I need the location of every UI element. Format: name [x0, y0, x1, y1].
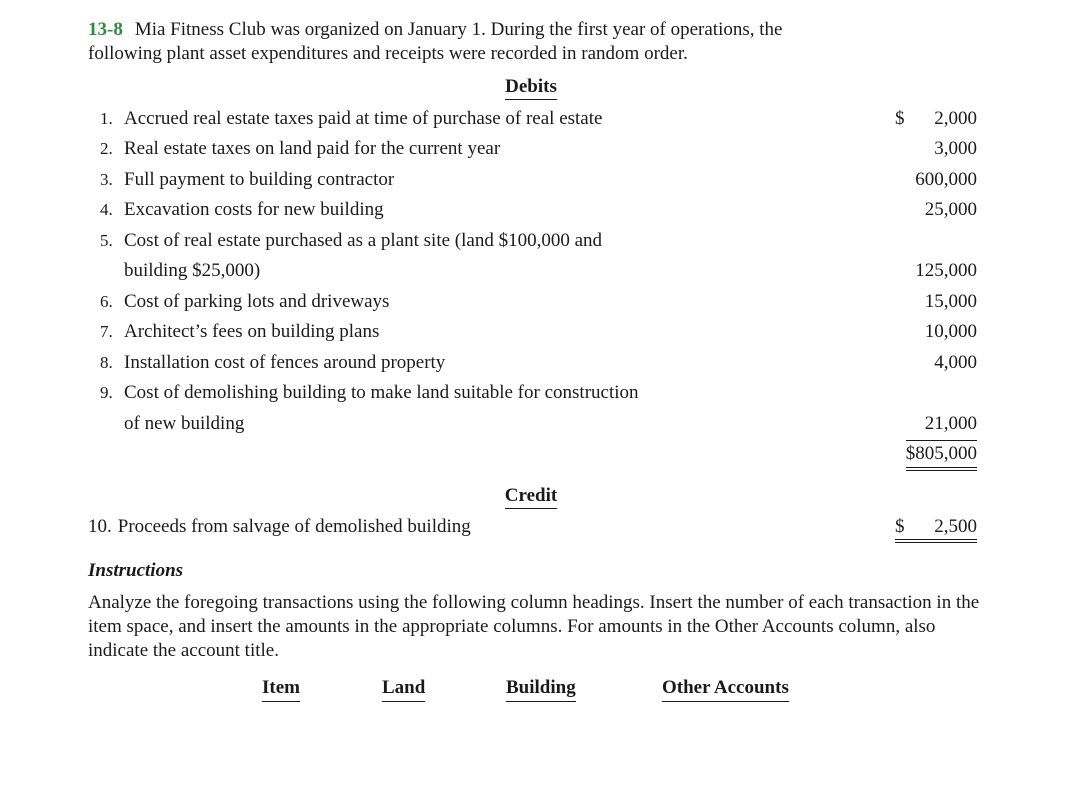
debit-item-9-cont: of new building	[124, 413, 245, 434]
debit-amount-2: 3,000	[934, 138, 977, 159]
debit-item-4: 4. Excavation costs for new building	[100, 199, 384, 220]
column-land: Land	[382, 677, 425, 702]
column-other-accounts: Other Accounts	[662, 677, 789, 702]
debit-amount-1: $ 2,000	[895, 108, 977, 129]
credit-item-10: 10. Proceeds from salvage of demolished building	[88, 516, 471, 537]
debit-amount-5: 125,000	[915, 260, 977, 281]
debit-amount-4: 25,000	[924, 199, 977, 220]
column-item: Item	[262, 677, 300, 702]
debits-heading: Debits	[471, 76, 591, 98]
debit-amount-9: 21,000	[924, 413, 977, 434]
debit-item-9: 9. Cost of demolishing building to make land suitable for construction	[100, 382, 639, 403]
debit-amount-7: 10,000	[924, 321, 977, 342]
debit-item-3: 3. Full payment to building contractor	[100, 169, 395, 190]
debit-item-1: 1. Accrued real estate taxes paid at time of purchase of real estate	[100, 108, 603, 129]
debit-item-5: 5. Cost of real estate purchased as a plant site (land $100,000 and	[100, 230, 603, 251]
debit-item-8: 8. Installation cost of fences around property	[100, 352, 446, 373]
problem-number: 13-8	[88, 19, 123, 40]
debit-item-6: 6. Cost of parking lots and driveways	[100, 291, 390, 312]
debit-amount-6: 15,000	[924, 291, 977, 312]
instructions-text: Analyze the foregoing transactions using the following column headings. Insert the number of each transaction in the item space, and insert the amounts in the appropriate columns. For amounts in the Other Accounts column, also indicate the account title.	[88, 592, 980, 661]
intro-line-1: 13-8 Mia Fitness Club was organized on January 1. During the first year of operations, the	[88, 19, 783, 40]
debit-item-5-cont: building $25,000)	[124, 260, 261, 281]
debit-item-7: 7. Architect’s fees on building plans	[100, 321, 380, 342]
credit-amount: $ 2,500	[895, 516, 977, 543]
column-building: Building	[506, 677, 576, 702]
instructions-title: Instructions	[88, 560, 184, 581]
credit-heading: Credit	[471, 485, 591, 507]
debits-total: $805,000	[906, 440, 977, 471]
intro-line-2: following plant asset expenditures and receipts were recorded in random order.	[88, 43, 688, 64]
debit-amount-3: 600,000	[915, 169, 977, 190]
problem-intro	[88, 18, 782, 66]
debit-item-2: 2. Real estate taxes on land paid for the current year	[100, 138, 501, 159]
debit-amount-8: 4,000	[934, 352, 977, 373]
